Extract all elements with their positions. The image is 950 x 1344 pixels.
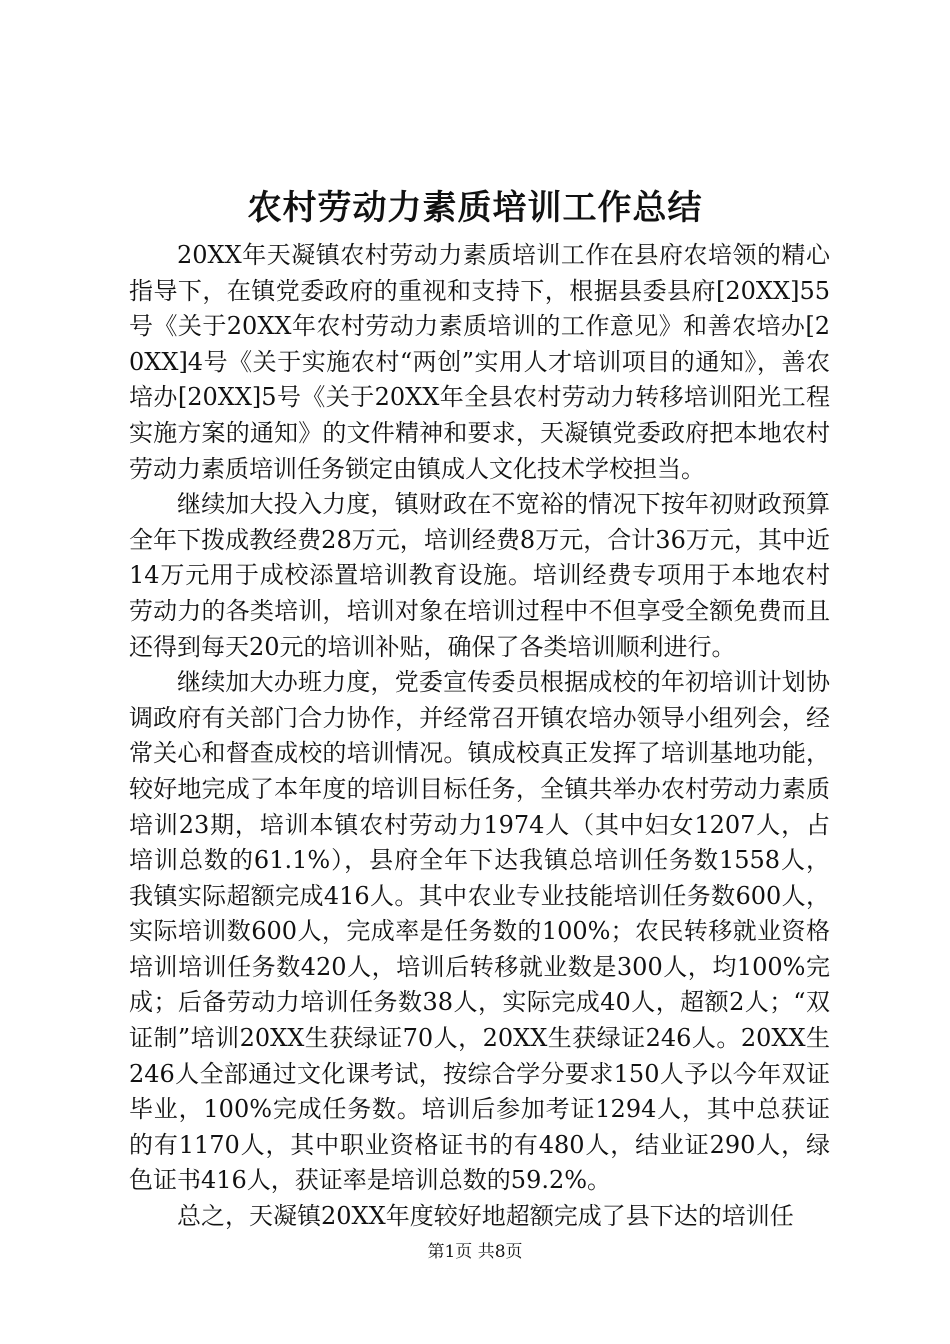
paragraph-training-results: 继续加大办班力度，党委宣传委员根据成校的年初培训计划协调政府有关部门合力协作，并经常召开镇农培办领导小组列会，经常关心和督查成校的培训情况。镇成校真正发挥了培训基地功能，较好地完成了本年度的培训目标任务，全镇共举办农村劳动力素质培训23期，培训本镇农村劳动力1974人（其中妇女1207人，占培训总数的61.1%），县府全年下达我镇总培训任务数1558人，我镇实际超额完成416人。其中农业专业技能培训任务数600人，实际培训数600人，完成率是任务数的100%；农民转移就业资格培训培训任务数420人，培训后转移就业数是300人，均100%完成；后备劳动力培训任务数38人，实际完成40人，超额2人；“双证制”培训20XX生获绿证70人，20XX生获绿证246人。20XX生246人全部通过文化课考试，按综合学分要求150人予以今年双证毕业，100%完成任务数。培训后参加考证1294人，其中总获证的有1170人，其中职业资格证书的有480人，结业证290人，绿色证书416人，获证率是培训总数的59.2%。 [129,668,830,1195]
page-number-footer: 第1页 共8页 [427,1242,523,1262]
paragraph-summary: 总之，天凝镇20XX年度较好地超额完成了县下达的培训任 [177,1202,794,1231]
paragraph-intro: 20XX年天凝镇农村劳动力素质培训工作在县府农培领的精心指导下，在镇党委政府的重视和支持下，根据县委县府[20XX]55号《关于20XX年农村劳动力素质培训的工作意见》和善农培办[20XX]4号《关于实施农村“两创”实用人才培训项目的通知》，善农培办[20XX]5号《关于20XX年全县农村劳动力转移培训阳光工程实施方案的通知》的文件精神和要求，天凝镇党委政府把本地农村劳动力素质培训任务锁定由镇成人文化技术学校担当。 [129,241,830,483]
paragraph-funding: 继续加大投入力度，镇财政在不宽裕的情况下按年初财政预算全年下拨成教经费28万元，培训经费8万元，合计36万元，其中近14万元用于成校添置培训教育设施。培训经费专项用于本地农村劳动力的各类培训，培训对象在培训过程中不但享受全额免费而且还得到每天20元的培训补贴，确保了各类培训顺利进行。 [129,490,830,661]
document-body [129,238,830,1235]
document-title: 农村劳动力素质培训工作总结 [247,188,703,228]
